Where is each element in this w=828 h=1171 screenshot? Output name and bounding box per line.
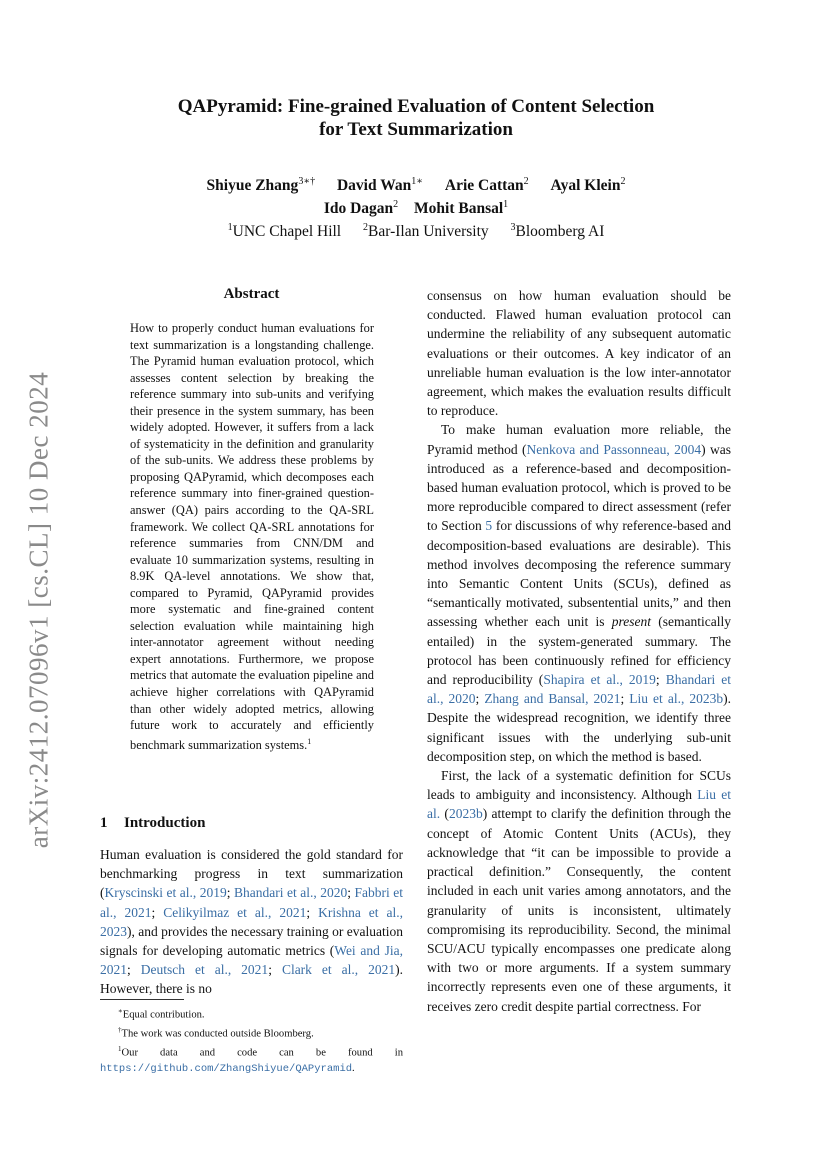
body-text: ) attempt to clarify the definition through the concept of Atomic Content Units (ACUs), they acknowledge that “it can be impossible to provide a practical definition.” Consequently, the content included in each unit varies among annotators, and the granularity of units is inconsistent, ultimately compromising its reproducibility. Second, the minimal SCU/ACU typically encompasses one predicate along with two or more arguments. If a system summary incorrectly represents even one of these arguments, it receives zero credit despite partial correctness. For (427, 806, 732, 1014)
author-affiliation-mark: 2 (393, 199, 399, 211)
paragraph: consensus on how human evaluation should be conducted. Flawed human evaluation protocol can undermine the reliability of any subsequent automatic evaluations or their outcomes. A key indicator of an unreliable human evaluation is the low inter-annotator agreement, which makes the evaluation results difficult to reproduce. (427, 288, 731, 419)
author-name: Arie Cattan (444, 177, 524, 195)
body-text: ). Despite the widespread recognition, we identify three significant issues with the underlying sub-unit decomposition step, on which the method is based. (427, 691, 731, 764)
paragraph (427, 766, 731, 1016)
body-text: To make human evaluation more reliable, the Pyramid method ( (427, 422, 731, 457)
citation-link[interactable]: Clark et al., 2021 (281, 962, 396, 978)
citation-link[interactable]: Bhandari et al., 2020 (234, 885, 348, 901)
body-text: ; (268, 962, 282, 978)
footnote-text: . (352, 1063, 355, 1075)
author-name: David Wan (336, 177, 412, 195)
affiliation: Bar-Ilan University (368, 223, 489, 241)
author-line-2 (100, 195, 732, 218)
section-title: Introduction (124, 815, 206, 831)
footnote-text: The work was conducted outside Bloomberg. (121, 1028, 314, 1040)
arxiv-identifier-sidebar (14, 360, 64, 860)
affiliation-mark: 2 (363, 222, 368, 234)
body-text: ; (127, 962, 141, 978)
citation-link[interactable]: Deutsch et al., 2021 (140, 962, 269, 978)
section-number: 1 (100, 815, 108, 831)
affiliation: UNC Chapel Hill (232, 223, 342, 241)
body-text: ; (620, 691, 630, 707)
author-affiliation-mark: 1∗ (411, 176, 424, 187)
title-line-2: for Text Summarization (319, 119, 513, 140)
body-text: ). However, there is no (100, 962, 403, 997)
citation-link[interactable]: Nenkova and Passonneau, 2004 (526, 441, 702, 457)
footnote-mark: 1 (118, 1045, 122, 1054)
section-reference-link[interactable]: 5 (485, 518, 493, 534)
body-text: ; (226, 885, 234, 901)
affiliation: Bloomberg AI (515, 223, 605, 241)
body-text: ), and provides the necessary training or evaluation signals for developing automatic metrics ( (100, 923, 403, 959)
paragraph (427, 420, 731, 766)
body-text: ) was introduced as a reference-based and decomposition-based human evaluation protocol, which is proved to be more reproducible compared to direct assessment (refer to Section (427, 441, 731, 534)
author-affiliation-mark: 2 (620, 176, 626, 187)
affiliation-mark: 3 (510, 222, 516, 234)
affiliation-line (100, 218, 732, 241)
author-affiliation-mark: 1 (503, 199, 509, 211)
right-column (427, 286, 731, 1016)
author-name: Shiyue Zhang (206, 177, 299, 195)
footnote-mark: † (118, 1026, 122, 1035)
footnote-mark: ∗ (118, 1007, 123, 1015)
repository-link[interactable]: https://github.com/ZhangShiyue/QAPyramid (100, 1063, 353, 1076)
title-line-1: QAPyramid: Fine-grained Evaluation of Content Selection (177, 96, 655, 117)
abstract-heading: Abstract (223, 286, 280, 302)
footnote (100, 1042, 403, 1078)
body-text: ; (475, 691, 485, 707)
author-affiliation-mark: 3∗† (298, 176, 316, 187)
author-name: Ayal Klein (550, 177, 621, 195)
author-name: Ido Dagan (323, 200, 394, 218)
abstract-body (130, 320, 374, 753)
section-heading-introduction (100, 815, 205, 832)
citation-link[interactable]: Bhandari et al., 2020 (427, 672, 731, 707)
body-text: First, the lack of a systematic definition for SCUs leads to ambiguity and inconsistency. Although (427, 768, 731, 803)
body-text: ; (655, 672, 666, 688)
footnote (100, 1023, 403, 1042)
body-text: ; (151, 904, 164, 920)
introduction-paragraph (100, 845, 403, 999)
citation-link[interactable]: Krishna et al., 2023 (100, 904, 403, 939)
body-text: ; (347, 885, 355, 901)
author-line-1 (100, 172, 732, 195)
footnote-text: Equal contribution. (122, 1009, 205, 1021)
affiliation-mark: 1 (227, 222, 233, 234)
citation-link[interactable]: Wei and Jia, 2021 (100, 943, 403, 978)
author-block (100, 172, 732, 241)
body-text: Human evaluation is considered the gold standard for benchmarking progress in text summarization ( (100, 847, 403, 901)
abstract-text: How to properly conduct human evaluations for text summarization is a longstanding challenge. The Pyramid human evaluation protocol, which assesses content selection by breaking the reference summary into sub-units and verifying their presence in the system summary, has been widely adopted. However, it suffers from a lack of systematicity in the definition and granularity of the sub-units. We address these problems by proposing QAPyramid, which decomposes each reference summary into finer-grained question-answer (QA) pairs according to the QA-SRL framework. We collect QA-SRL annotations for reference summaries from CNN/DM and evaluate 10 summarization systems, resulting in 8.9K QA-level annotations. We show that, compared to Pyramid, QAPyramid provides more systematic and fine-grained content selection evaluation while maintaining high inter-annotator agreement without needing expert annotations. Furthermore, we propose metrics that automate the evaluation pipeline and achieve higher correlations with QAPyramid than other widely adopted metrics, allowing future work to accurately and efficiently benchmark summarization systems. (130, 321, 374, 752)
footnote-divider (100, 999, 184, 1000)
footnote-text: Our data and code can be found in (121, 1047, 403, 1059)
author-affiliation-mark: 2 (523, 176, 529, 187)
body-text: (semantically entailed) in the system-generated summary. The protocol has been continuously refined for efficiency and reproducibility ( (427, 614, 731, 688)
citation-link[interactable]: Shapira et al., 2019 (543, 672, 656, 688)
body-text: ( (440, 806, 449, 822)
citation-link[interactable]: Celikyilmaz et al., 2021 (163, 904, 307, 920)
paper-title (100, 95, 732, 141)
arxiv-identifier: arXiv:2412.07096v1 [cs.CL] 10 Dec 2024 (23, 371, 54, 849)
citation-link[interactable]: Zhang and Bansal, 2021 (484, 691, 621, 707)
footnote-reference[interactable]: 1 (307, 736, 312, 746)
footnotes (100, 1004, 403, 1078)
footnote (100, 1004, 403, 1023)
body-text: for discussions of why reference-based and decomposition-based evaluations are desirable). This method involves decomposing the reference summary into Semantic Content Units (SCUs), defined as “semantically motivated, subsentential units,” and then assessing whether each unit is (427, 518, 731, 630)
body-text: ; (306, 904, 319, 920)
citation-link[interactable]: 2023b (448, 806, 483, 822)
citation-link[interactable]: Fabbri et al., 2021 (100, 885, 403, 920)
citation-link[interactable]: Liu et al. (427, 787, 731, 822)
emphasis: present (611, 614, 651, 630)
citation-link[interactable]: Kryscinski et al., 2019 (104, 885, 227, 901)
citation-link[interactable]: Liu et al., 2023b (629, 691, 724, 707)
author-name: Mohit Bansal (414, 200, 504, 218)
